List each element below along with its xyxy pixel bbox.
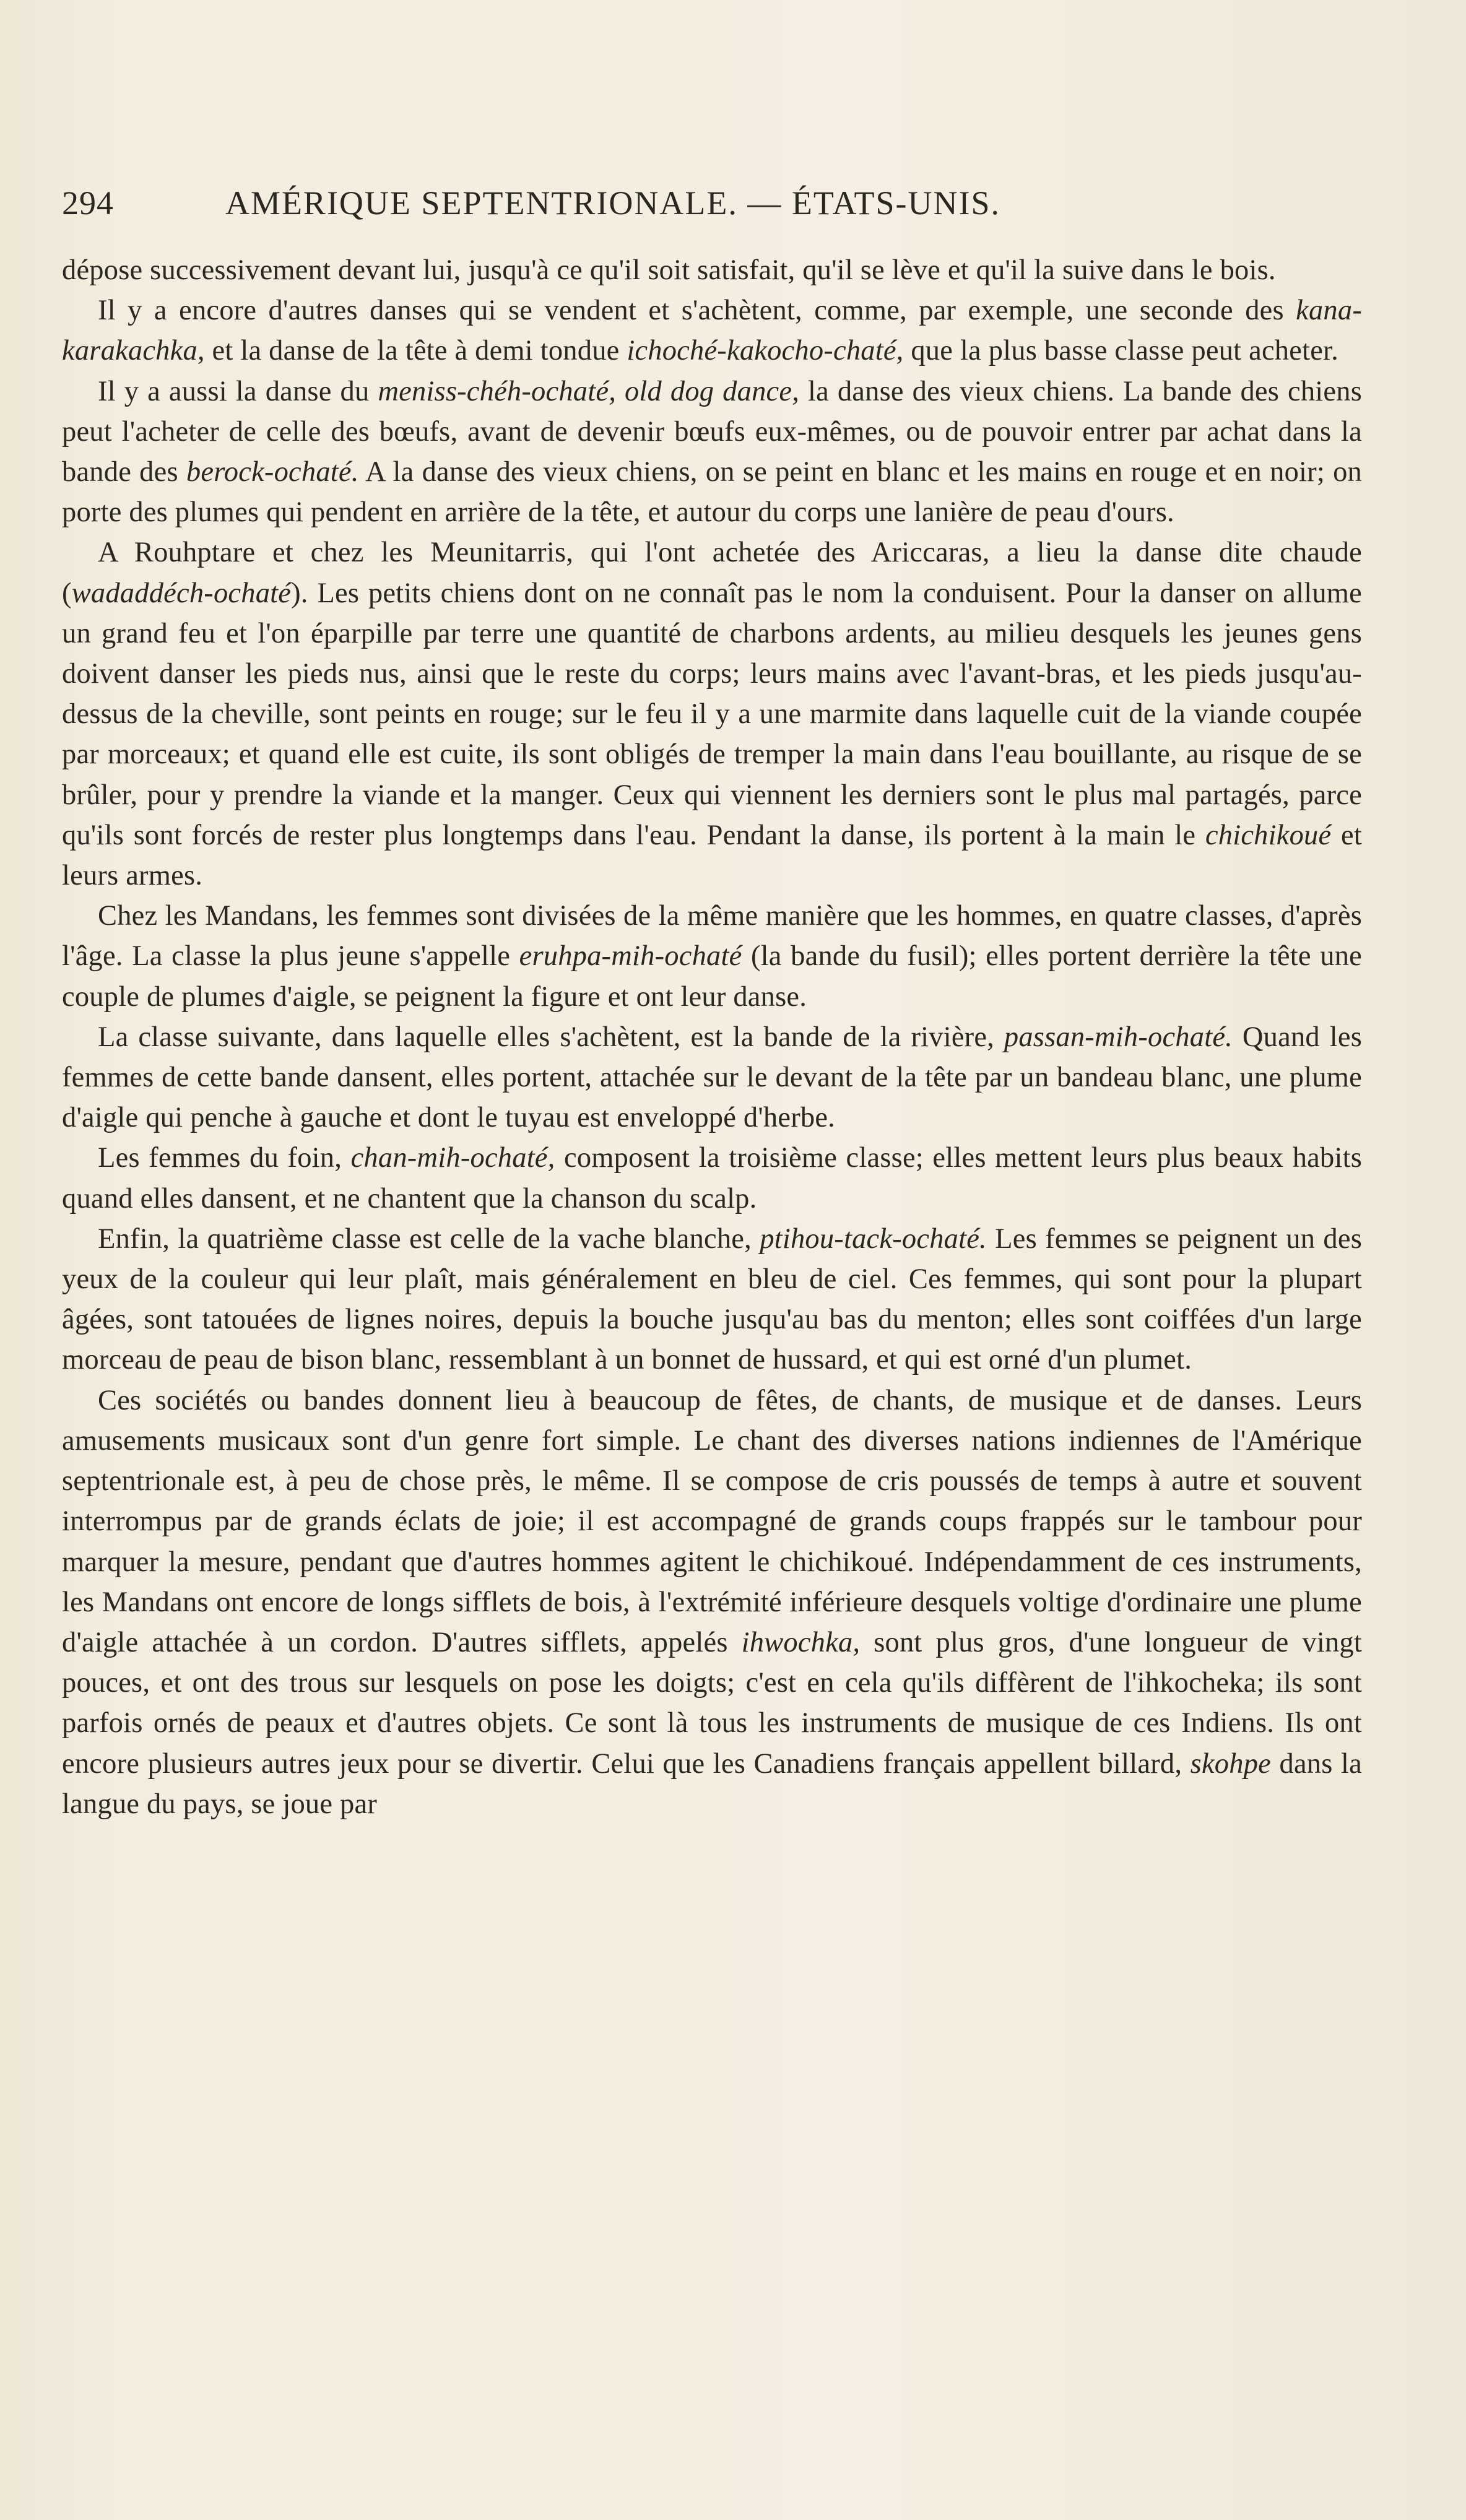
- text-run: et leurs armes.: [62, 819, 1362, 892]
- text-run: ). Les petits chiens dont on ne connaît pas le nom la conduisent. Pour la danser on allume un grand feu et l'on éparpille par terre une quantité de charbons ardents, au milieu desquels les jeunes gens doivent danser les pieds nus, ainsi que le reste du corps; leurs mains avec l'avant-bras, et les pieds jusqu'au-dessus de la cheville, sont peints en rouge; sur le feu il y a une marmite dans laquelle cuit de la viande coupée par morceaux; et quand elle est cuite, ils sont obligés de tremper la main dans l'eau bouillante, au risque de se brûler, pour y prendre la viande et la manger. Ceux qui viennent les derniers sont le plus mal partagés, parce qu'ils sont forcés de rester plus longtemps dans l'eau. Pendant la danse, ils portent à la main le: [62, 577, 1362, 851]
- text-run: et la danse de la tête à demi tondue: [204, 335, 627, 367]
- italic-term: wadaddéch-ochaté: [71, 577, 292, 609]
- paragraph: [62, 1138, 1362, 1218]
- italic-term: ptihou-tack-ochaté.: [760, 1223, 987, 1255]
- text-run: Ces sociétés ou bandes donnent lieu à beaucoup de fêtes, de chants, de musique et de danses. Leurs amusements musicaux sont d'un genre fort simple. Le chant des diverses nations indiennes de l'Amérique septentrionale est, à peu de chose près, le même. Il se compose de cris poussés de temps à autre et souvent interrompus par de grands éclats de joie; il est accompagné de grands coups frappés sur le tambour pour marquer la mesure, pendant que d'autres hommes agitent le chichikoué. Indépendamment de ces instruments, les Mandans ont encore de longs sifflets de bois, à l'extrémité inférieure desquels voltige d'ordinaire une plume d'aigle attachée à un cordon. D'autres sifflets, appelés: [62, 1384, 1362, 1658]
- text-run: dans la langue du pays, se joue par: [62, 1747, 1362, 1820]
- italic-term: passan-mih-ochaté.: [1004, 1021, 1233, 1053]
- italic-term: berock-ochaté.: [186, 456, 359, 488]
- italic-term: chichikoué: [1205, 819, 1332, 851]
- text-run: que la plus basse classe peut acheter.: [903, 335, 1338, 367]
- body-text: [62, 250, 1362, 1824]
- italic-term: eruhpa-mih-ochaté: [519, 940, 742, 972]
- italic-term: chan-mih-ochaté,: [350, 1142, 555, 1174]
- text-run: la danse des vieux chiens. La bande des chiens peut l'acheter de celle des bœufs, avant de devenir bœufs eux-mêmes, ou de pouvoir entrer par achat dans la bande des: [62, 375, 1362, 488]
- paragraph: [62, 371, 1362, 533]
- paragraph: [62, 532, 1362, 896]
- italic-term: ichoché-kakocho-chaté,: [627, 335, 904, 367]
- text-run: (la bande du fusil); elles portent derrière la tête une couple de plumes d'aigle, se peignent la figure et ont leur danse.: [62, 940, 1362, 1013]
- paragraph: [62, 250, 1362, 290]
- paragraph: [62, 1380, 1362, 1824]
- italic-term: meniss-chéh-ochaté, old dog dance,: [378, 375, 800, 407]
- page-number: 294: [62, 184, 114, 222]
- italic-term: kana-karakachka,: [62, 295, 1362, 367]
- text-run: Les femmes du foin,: [98, 1142, 351, 1174]
- text-run: A Rouhptare et chez les Meunitarris, qui l'ont achetée des Ariccaras, a lieu la danse dite chaude (: [62, 537, 1362, 609]
- text-run: La classe suivante, dans laquelle elles s'achètent, est la bande de la rivière,: [98, 1021, 1004, 1053]
- text-run: Quand les femmes de cette bande dansent, elles portent, attachée sur le devant de la tête par un bandeau blanc, une plume d'aigle qui penche à gauche et dont le tuyau est enveloppé d'herbe.: [62, 1021, 1363, 1134]
- running-title: AMÉRIQUE SEPTENTRIONALE. — ÉTATS-UNIS.: [225, 184, 1001, 222]
- text-run: Les femmes se peignent un des yeux de la couleur qui leur plaît, mais généralement en bleu de ciel. Ces femmes, qui sont pour la plupart âgées, sont tatouées de lignes noires, depuis la bouche jusqu'au bas du menton; elles sont coiffées d'un large morceau de peau de bison blanc, ressemblant à un bonnet de hussard, et qui est orné d'un plumet.: [62, 1223, 1363, 1376]
- text-run: Enfin, la quatrième classe est celle de la vache blanche,: [98, 1223, 760, 1255]
- italic-term: ihwochka,: [741, 1626, 861, 1658]
- paragraph: [62, 1219, 1362, 1380]
- text-run: Il y a aussi la danse du: [98, 375, 378, 407]
- text-run: dépose successivement devant lui, jusqu'à ce qu'il soit satisfait, qu'il se lève et qu'il la suive dans le bois.: [62, 254, 1276, 286]
- paragraph: [62, 1017, 1362, 1138]
- page-header: [62, 178, 1362, 228]
- text-run: Il y a encore d'autres danses qui se vendent et s'achètent, comme, par exemple, une seconde des: [98, 295, 1296, 327]
- italic-term: skohpe: [1190, 1747, 1271, 1780]
- text-run: sont plus gros, d'une longueur de vingt pouces, et ont des trous sur lesquels on pose les doigts; c'est en cela qu'ils diffèrent de l'ihkocheka; ils sont parfois ornés de peaux et d'autres objets. Ce sont là tous les instruments de musique de ces Indiens. Ils ont encore plusieurs autres jeux pour se divertir. Celui que les Canadiens français appellent billard,: [62, 1626, 1362, 1780]
- paragraph: [62, 290, 1362, 371]
- text-run: A la danse des vieux chiens, on se peint en blanc et les mains en rouge et en noir; on porte des plumes qui pendent en arrière de la tête, et autour du corps une lanière de peau d'ours.: [62, 456, 1363, 529]
- paragraph: [62, 896, 1362, 1017]
- text-run: composent la troisième classe; elles mettent leurs plus beaux habits quand elles dansent, et ne chantent que la chanson du scalp.: [62, 1142, 1362, 1215]
- text-run: Chez les Mandans, les femmes sont divisées de la même manière que les hommes, en quatre classes, d'après l'âge. La classe la plus jeune s'appelle: [62, 900, 1362, 972]
